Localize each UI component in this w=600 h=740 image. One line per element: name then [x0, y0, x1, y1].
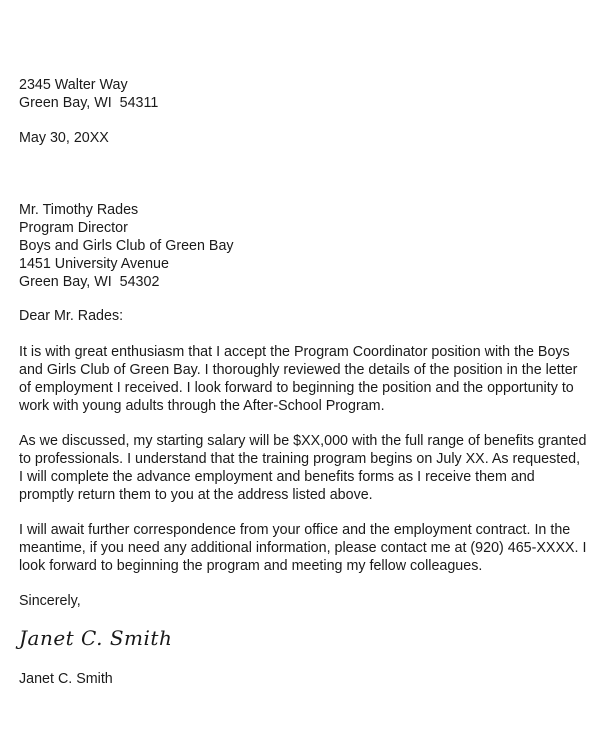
- paragraph-line: work with young adults through the After-School Program.: [19, 398, 385, 414]
- sender-city-state-zip: Green Bay, WI 54311: [19, 95, 159, 111]
- recipient-title: Program Director: [19, 220, 128, 236]
- recipient-organization: Boys and Girls Club of Green Bay: [19, 238, 234, 254]
- closing-text: Sincerely,: [19, 593, 81, 609]
- sender-street: 2345 Walter Way: [19, 77, 128, 93]
- paragraph-line: and Girls Club of Green Bay. I thoroughly reviewed the details of the position in the letter: [19, 362, 578, 378]
- salutation: [19, 307, 589, 325]
- paragraph-line: promptly return them to you at the address listed above.: [19, 487, 373, 503]
- body-paragraph-1: [19, 343, 589, 415]
- paragraph-line: As we discussed, my starting salary will be $XX,000 with the full range of benefits granted: [19, 433, 587, 449]
- signature-text: Janet C. Smith: [19, 626, 173, 650]
- paragraph-line: I will await further correspondence from your office and the employment contract. In the: [19, 522, 571, 538]
- body-paragraph-2: [19, 432, 589, 504]
- date-text: May 30, 20XX: [19, 130, 109, 146]
- letter-date: [19, 129, 589, 147]
- handwritten-signature: [19, 625, 589, 651]
- paragraph-line: look forward to beginning the program and meeting my fellow colleagues.: [19, 558, 483, 574]
- recipient-city-state-zip: Green Bay, WI 54302: [19, 274, 160, 290]
- paragraph-line: to professionals. I understand that the training program begins on July XX. As requested,: [19, 451, 581, 467]
- recipient-name: Mr. Timothy Rades: [19, 202, 139, 218]
- recipient-street: 1451 University Avenue: [19, 256, 169, 272]
- salutation-text: Dear Mr. Rades:: [19, 308, 124, 324]
- paragraph-line: I will complete the advance employment and benefits forms as I receive them and: [19, 469, 535, 485]
- paragraph-line: It is with great enthusiasm that I accept the Program Coordinator position with the Boys: [19, 344, 570, 360]
- typed-name-text: Janet C. Smith: [19, 671, 113, 687]
- closing: [19, 592, 589, 610]
- typed-name: [19, 670, 589, 688]
- paragraph-line: meantime, if you need any additional information, please contact me at (920) 465-XXXX. I: [19, 540, 587, 556]
- body-paragraph-3: [19, 521, 589, 575]
- recipient-address: [19, 201, 589, 291]
- paragraph-line: of employment I received. I look forward to beginning the position and the opportunity to: [19, 380, 574, 396]
- sender-address: [19, 76, 589, 112]
